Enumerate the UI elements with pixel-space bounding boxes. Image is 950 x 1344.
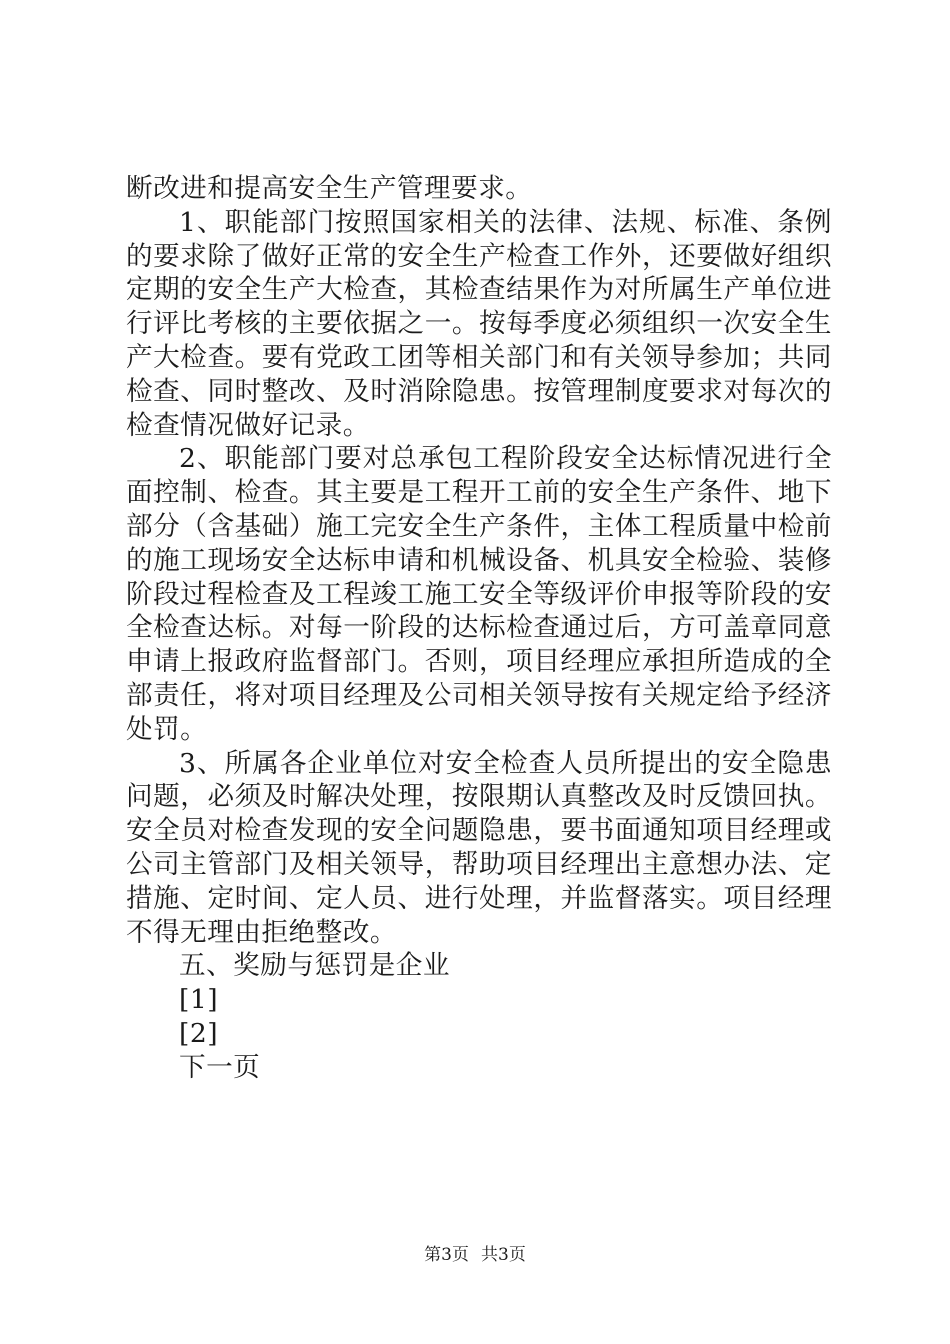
page-link-1[interactable]: [1] [179, 984, 219, 1016]
page-link-2[interactable]: [2] [179, 1017, 219, 1049]
paragraph-continuation: 断改进和提高安全生产管理要求。 [126, 173, 533, 204]
document-body [126, 172, 832, 1085]
total-pages: 共3页 [481, 1245, 526, 1265]
page-footer [0, 1240, 950, 1265]
paragraph-item-2: 2、职能部门要对总承包工程阶段安全达标情况进行全面控制、检查。其主要是工程开工前的安全生产条件、地下部分（含基础）施工完安全生产条件，主体工程质量中检前的施工现场安全达标申请和机械设备、机具安全检验、装修阶段过程检查及工程竣工施工安全等级评价申报等阶段的安全检查达标。对每一阶段的达标检查通过后，方可盖章同意申请上报政府监督部门。否则，项目经理应承担所造成的全部责任，将对项目经理及公司相关领导按有关规定给予经济处罚。 [126, 443, 832, 745]
paragraph-item-3: 3、所属各企业单位对安全检查人员所提出的安全隐患问题，必须及时解决处理，按限期认真整改及时反馈回执。安全员对检查发现的安全问题隐患，要书面通知项目经理或公司主管部门及相关领导，帮助项目经理出主意想办法、定措施、定时间、定人员、进行处理，并监督落实。项目经理不得无理由拒绝整改。 [126, 747, 832, 948]
paragraph-item-1: 1、职能部门按照国家相关的法律、法规、标准、条例的要求除了做好正常的安全生产检查工作外，还要做好组织定期的安全生产大检查，其检查结果作为对所属生产单位进行评比考核的主要依据之一。按每季度必须组织一次安全生产大检查。要有党政工团等相关部门和有关领导参加；共同检查、同时整改、及时消除隐患。按管理制度要求对每次的检查情况做好记录。 [126, 206, 832, 441]
section-heading: 五、奖励与惩罚是企业 [179, 950, 450, 982]
page-indicator: 第3页 [424, 1245, 469, 1265]
next-page-link[interactable]: 下一页 [179, 1051, 261, 1083]
